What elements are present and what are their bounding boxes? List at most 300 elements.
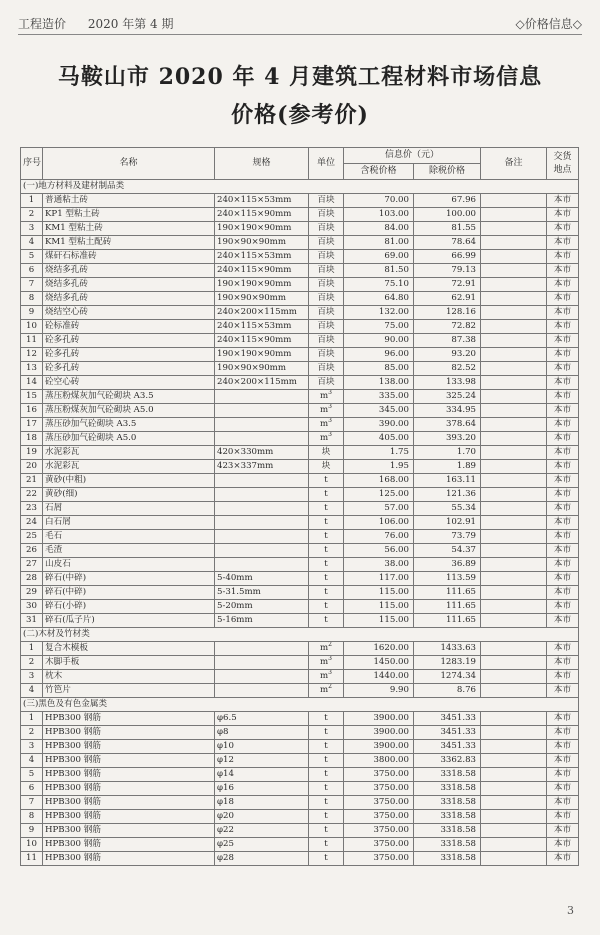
cell-unit	[309, 418, 344, 432]
cell-spec: 190×90×90mm	[215, 236, 309, 250]
table-row	[21, 460, 579, 474]
cell-tax-incl: 3900.00	[344, 740, 414, 754]
cell-spec: φ14	[215, 768, 309, 782]
cell-unit	[309, 740, 344, 754]
cell-remark	[481, 754, 547, 768]
cell-name: 碎石(中碎)	[43, 586, 215, 600]
cell-tax-incl: 106.00	[344, 516, 414, 530]
cell-remark	[481, 236, 547, 250]
cell-no: 6	[21, 264, 43, 278]
cell-unit	[309, 600, 344, 614]
cell-tax-incl: 70.00	[344, 194, 414, 208]
cell-unit	[309, 446, 344, 460]
cell-tax-incl: 1450.00	[344, 656, 414, 670]
cell-tax-incl: 9.90	[344, 684, 414, 698]
unit-text: m	[320, 685, 329, 695]
cell-remark	[481, 362, 547, 376]
unit-text: t	[324, 503, 328, 513]
cell-name: HPB300 钢筋	[43, 754, 215, 768]
cell-no: 1	[21, 642, 43, 656]
cell-tax-incl: 125.00	[344, 488, 414, 502]
cell-tax-incl: 81.00	[344, 236, 414, 250]
col-remark-header: 备注	[481, 148, 547, 180]
table-row	[21, 418, 579, 432]
cell-remark	[481, 292, 547, 306]
cell-unit	[309, 194, 344, 208]
cell-unit	[309, 558, 344, 572]
cell-unit	[309, 824, 344, 838]
table-row	[21, 446, 579, 460]
cell-tax-incl: 3900.00	[344, 726, 414, 740]
cell-remark	[481, 390, 547, 404]
cell-spec: 423×337mm	[215, 460, 309, 474]
col-no-header: 序号	[21, 148, 43, 180]
cell-spec: 240×115×90mm	[215, 264, 309, 278]
cell-spec: φ20	[215, 810, 309, 824]
cell-spec: 240×115×90mm	[215, 208, 309, 222]
cell-tax-excl: 73.79	[414, 530, 481, 544]
table-row	[21, 390, 579, 404]
cell-unit	[309, 306, 344, 320]
cell-tax-excl: 36.89	[414, 558, 481, 572]
cell-spec	[215, 656, 309, 670]
cell-tax-incl: 84.00	[344, 222, 414, 236]
cell-spec	[215, 544, 309, 558]
cell-tax-excl: 3318.58	[414, 810, 481, 824]
cell-remark	[481, 320, 547, 334]
cell-name: 竹笆片	[43, 684, 215, 698]
cell-unit	[309, 684, 344, 698]
cell-unit	[309, 642, 344, 656]
page-title	[0, 58, 600, 134]
cell-name: 复合木模板	[43, 642, 215, 656]
cell-tax-incl: 3800.00	[344, 754, 414, 768]
cell-tax-excl: 113.59	[414, 572, 481, 586]
cell-delivery: 本市	[547, 292, 579, 306]
cell-no: 8	[21, 810, 43, 824]
cell-tax-excl: 163.11	[414, 474, 481, 488]
cell-tax-excl: 1.89	[414, 460, 481, 474]
page-number: 3	[567, 904, 574, 917]
cell-name: HPB300 钢筋	[43, 810, 215, 824]
issue-label: 2020 年第 4 期	[87, 17, 174, 31]
page-header	[18, 12, 582, 35]
cell-remark	[481, 278, 547, 292]
cell-unit	[309, 782, 344, 796]
cell-delivery: 本市	[547, 670, 579, 684]
cell-tax-excl: 54.37	[414, 544, 481, 558]
cell-remark	[481, 824, 547, 838]
cell-name: 蒸压砂加气砼砌块 A5.0	[43, 432, 215, 446]
cell-spec	[215, 670, 309, 684]
cell-spec: 420×330mm	[215, 446, 309, 460]
cell-delivery: 本市	[547, 824, 579, 838]
cell-tax-incl: 3750.00	[344, 782, 414, 796]
cell-spec: 240×115×90mm	[215, 334, 309, 348]
cell-tax-incl: 405.00	[344, 432, 414, 446]
cell-name: 碎石(瓜子片)	[43, 614, 215, 628]
cell-tax-excl: 78.64	[414, 236, 481, 250]
unit-text: 块	[321, 461, 331, 471]
cell-no: 29	[21, 586, 43, 600]
cell-tax-incl: 38.00	[344, 558, 414, 572]
cell-spec: 240×115×53mm	[215, 194, 309, 208]
cell-no: 3	[21, 670, 43, 684]
cell-remark	[481, 530, 547, 544]
cell-remark	[481, 502, 547, 516]
cell-tax-incl: 85.00	[344, 362, 414, 376]
cell-delivery: 本市	[547, 656, 579, 670]
cell-spec	[215, 530, 309, 544]
cell-name: HPB300 钢筋	[43, 838, 215, 852]
unit-text: t	[324, 517, 328, 527]
cell-tax-incl: 75.10	[344, 278, 414, 292]
cell-tax-excl: 8.76	[414, 684, 481, 698]
cell-delivery: 本市	[547, 740, 579, 754]
cell-tax-incl: 69.00	[344, 250, 414, 264]
cell-delivery: 本市	[547, 418, 579, 432]
table-row	[21, 852, 579, 866]
cell-delivery: 本市	[547, 614, 579, 628]
cell-remark	[481, 334, 547, 348]
cell-tax-incl: 1.95	[344, 460, 414, 474]
unit-exponent: 3	[328, 655, 332, 663]
unit-text: t	[324, 713, 328, 723]
table-row	[21, 544, 579, 558]
cell-tax-incl: 3750.00	[344, 810, 414, 824]
col-name-header: 名称	[43, 148, 215, 180]
unit-text: 百块	[317, 321, 335, 331]
cell-unit	[309, 614, 344, 628]
table-row	[21, 838, 579, 852]
cell-tax-excl: 1433.63	[414, 642, 481, 656]
unit-text: m	[320, 643, 329, 653]
unit-text: 百块	[317, 237, 335, 247]
table-row	[21, 614, 579, 628]
table-row	[21, 516, 579, 530]
table-row	[21, 250, 579, 264]
cell-name: HPB300 钢筋	[43, 796, 215, 810]
cell-delivery: 本市	[547, 432, 579, 446]
cell-delivery: 本市	[547, 264, 579, 278]
cell-tax-excl: 3451.33	[414, 712, 481, 726]
cell-unit	[309, 670, 344, 684]
cell-spec	[215, 516, 309, 530]
cell-no: 16	[21, 404, 43, 418]
journal-name: 工程造价	[18, 17, 67, 31]
table-row	[21, 194, 579, 208]
cell-tax-incl: 138.00	[344, 376, 414, 390]
cell-delivery: 本市	[547, 558, 579, 572]
unit-text: 块	[321, 447, 331, 457]
unit-text: t	[324, 825, 328, 835]
cell-remark	[481, 684, 547, 698]
table-row	[21, 348, 579, 362]
unit-text: 百块	[317, 195, 335, 205]
cell-name: HPB300 钢筋	[43, 768, 215, 782]
unit-text: t	[324, 839, 328, 849]
cell-name: 碎石(小碎)	[43, 600, 215, 614]
unit-text: t	[324, 811, 328, 821]
cell-tax-excl: 3451.33	[414, 726, 481, 740]
unit-text: t	[324, 475, 328, 485]
cell-unit	[309, 726, 344, 740]
cell-spec: 190×190×90mm	[215, 348, 309, 362]
unit-text: t	[324, 755, 328, 765]
category-title: (三)黑色及有色金属类	[21, 698, 579, 712]
cell-spec: φ18	[215, 796, 309, 810]
cell-unit	[309, 362, 344, 376]
cell-no: 9	[21, 306, 43, 320]
cell-delivery: 本市	[547, 320, 579, 334]
cell-tax-incl: 390.00	[344, 418, 414, 432]
cell-spec: 190×190×90mm	[215, 278, 309, 292]
unit-text: 百块	[317, 209, 335, 219]
table-row	[21, 754, 579, 768]
cell-tax-incl: 64.80	[344, 292, 414, 306]
cell-no: 6	[21, 782, 43, 796]
cell-tax-excl: 3318.58	[414, 768, 481, 782]
unit-text: t	[324, 545, 328, 555]
cell-spec: φ16	[215, 782, 309, 796]
cell-no: 9	[21, 824, 43, 838]
cell-tax-excl: 3318.58	[414, 796, 481, 810]
unit-text: m	[320, 433, 329, 443]
cell-name: 枕木	[43, 670, 215, 684]
cell-name: HPB300 钢筋	[43, 852, 215, 866]
cell-no: 1	[21, 712, 43, 726]
cell-tax-excl: 3362.83	[414, 754, 481, 768]
col-unit-header: 单位	[309, 148, 344, 180]
cell-name: 水泥彩瓦	[43, 460, 215, 474]
cell-no: 26	[21, 544, 43, 558]
cell-tax-excl: 393.20	[414, 432, 481, 446]
table-row	[21, 712, 579, 726]
cell-no: 5	[21, 250, 43, 264]
cell-no: 4	[21, 236, 43, 250]
cell-delivery: 本市	[547, 194, 579, 208]
cell-remark	[481, 488, 547, 502]
cell-tax-incl: 56.00	[344, 544, 414, 558]
cell-remark	[481, 208, 547, 222]
cell-name: 木脚手板	[43, 656, 215, 670]
category-row	[21, 628, 579, 642]
cell-name: 普通粘土砖	[43, 194, 215, 208]
cell-no: 1	[21, 194, 43, 208]
table-row	[21, 488, 579, 502]
cell-delivery: 本市	[547, 768, 579, 782]
cell-tax-excl: 111.65	[414, 600, 481, 614]
cell-delivery: 本市	[547, 754, 579, 768]
cell-remark	[481, 656, 547, 670]
cell-remark	[481, 796, 547, 810]
cell-no: 30	[21, 600, 43, 614]
header-left	[18, 15, 191, 32]
cell-tax-excl: 111.65	[414, 586, 481, 600]
unit-text: 百块	[317, 363, 335, 373]
cell-no: 24	[21, 516, 43, 530]
cell-no: 15	[21, 390, 43, 404]
cell-delivery: 本市	[547, 306, 579, 320]
cell-remark	[481, 194, 547, 208]
unit-exponent: 2	[328, 641, 332, 649]
cell-unit	[309, 278, 344, 292]
cell-unit	[309, 222, 344, 236]
unit-text: t	[324, 797, 328, 807]
unit-text: 百块	[317, 349, 335, 359]
cell-remark	[481, 474, 547, 488]
cell-tax-excl: 1.70	[414, 446, 481, 460]
cell-no: 7	[21, 796, 43, 810]
cell-tax-excl: 100.00	[414, 208, 481, 222]
unit-text: t	[324, 601, 328, 611]
cell-no: 12	[21, 348, 43, 362]
cell-delivery: 本市	[547, 726, 579, 740]
cell-tax-incl: 168.00	[344, 474, 414, 488]
cell-spec	[215, 642, 309, 656]
table-row	[21, 782, 579, 796]
category-title: (二)木材及竹材类	[21, 628, 579, 642]
cell-tax-excl: 67.96	[414, 194, 481, 208]
unit-text: t	[324, 853, 328, 863]
title-line-1: 马鞍山市 2020 年 4 月建筑工程材料市场信息	[57, 64, 543, 90]
cell-tax-excl: 111.65	[414, 614, 481, 628]
cell-no: 10	[21, 838, 43, 852]
cell-no: 2	[21, 726, 43, 740]
cell-tax-excl: 79.13	[414, 264, 481, 278]
col-price-group-header: 信息价（元）	[344, 148, 481, 164]
unit-text: t	[324, 741, 328, 751]
unit-text: 百块	[317, 279, 335, 289]
cell-remark	[481, 460, 547, 474]
cell-spec: φ6.5	[215, 712, 309, 726]
cell-tax-incl: 75.00	[344, 320, 414, 334]
cell-spec: 190×90×90mm	[215, 362, 309, 376]
cell-unit	[309, 544, 344, 558]
cell-unit	[309, 404, 344, 418]
table-row	[21, 740, 579, 754]
cell-name: 烧结多孔砖	[43, 292, 215, 306]
table-row	[21, 558, 579, 572]
cell-remark	[481, 306, 547, 320]
unit-text: m	[320, 391, 329, 401]
cell-delivery: 本市	[547, 530, 579, 544]
cell-unit	[309, 488, 344, 502]
cell-tax-incl: 76.00	[344, 530, 414, 544]
cell-no: 19	[21, 446, 43, 460]
cell-tax-incl: 3750.00	[344, 838, 414, 852]
cell-no: 10	[21, 320, 43, 334]
table-body	[21, 180, 579, 866]
unit-exponent: 3	[328, 417, 332, 425]
cell-name: KM1 型粘土砖	[43, 222, 215, 236]
cell-tax-excl: 121.36	[414, 488, 481, 502]
cell-spec: φ8	[215, 726, 309, 740]
table-header-row	[21, 148, 579, 164]
cell-name: 碎石(中碎)	[43, 572, 215, 586]
cell-remark	[481, 558, 547, 572]
table-row	[21, 670, 579, 684]
cell-remark	[481, 740, 547, 754]
cell-delivery: 本市	[547, 586, 579, 600]
cell-tax-incl: 3750.00	[344, 768, 414, 782]
cell-no: 22	[21, 488, 43, 502]
unit-exponent: 2	[328, 683, 332, 691]
cell-delivery: 本市	[547, 208, 579, 222]
cell-remark	[481, 614, 547, 628]
cell-no: 20	[21, 460, 43, 474]
cell-tax-excl: 1274.34	[414, 670, 481, 684]
unit-text: m	[320, 671, 329, 681]
cell-no: 17	[21, 418, 43, 432]
delivery-header-line-2: 地点	[553, 164, 572, 175]
cell-remark	[481, 446, 547, 460]
cell-delivery: 本市	[547, 544, 579, 558]
unit-exponent: 3	[328, 403, 332, 411]
cell-no: 27	[21, 558, 43, 572]
table-row	[21, 292, 579, 306]
unit-exponent: 3	[328, 431, 332, 439]
cell-tax-incl: 103.00	[344, 208, 414, 222]
cell-delivery: 本市	[547, 600, 579, 614]
cell-unit	[309, 572, 344, 586]
cell-no: 25	[21, 530, 43, 544]
cell-delivery: 本市	[547, 684, 579, 698]
cell-unit	[309, 236, 344, 250]
cell-remark	[481, 250, 547, 264]
cell-delivery: 本市	[547, 712, 579, 726]
cell-remark	[481, 348, 547, 362]
cell-unit	[309, 586, 344, 600]
cell-spec: φ22	[215, 824, 309, 838]
cell-name: HPB300 钢筋	[43, 712, 215, 726]
table-row	[21, 404, 579, 418]
table-row	[21, 278, 579, 292]
cell-name: 毛石	[43, 530, 215, 544]
cell-name: 蒸压粉煤灰加气砼砌块 A3.5	[43, 390, 215, 404]
cell-spec: 5-40mm	[215, 572, 309, 586]
cell-tax-incl: 1.75	[344, 446, 414, 460]
category-title: (一)地方材料及建材制品类	[21, 180, 579, 194]
cell-unit	[309, 712, 344, 726]
cell-name: 蒸压粉煤灰加气砼砌块 A5.0	[43, 404, 215, 418]
cell-delivery: 本市	[547, 446, 579, 460]
cell-name: 蒸压砂加气砼砌块 A3.5	[43, 418, 215, 432]
cell-tax-excl: 325.24	[414, 390, 481, 404]
cell-name: HPB300 钢筋	[43, 726, 215, 740]
unit-text: m	[320, 657, 329, 667]
cell-remark	[481, 670, 547, 684]
cell-spec	[215, 558, 309, 572]
table-row	[21, 572, 579, 586]
cell-tax-incl: 117.00	[344, 572, 414, 586]
cell-no: 21	[21, 474, 43, 488]
cell-unit	[309, 376, 344, 390]
cell-name: 砼多孔砖	[43, 334, 215, 348]
unit-text: t	[324, 769, 328, 779]
table-row	[21, 320, 579, 334]
cell-delivery: 本市	[547, 502, 579, 516]
col-delivery-header	[547, 148, 579, 180]
cell-delivery: 本市	[547, 348, 579, 362]
cell-no: 5	[21, 768, 43, 782]
cell-unit	[309, 264, 344, 278]
table-row	[21, 502, 579, 516]
cell-tax-incl: 90.00	[344, 334, 414, 348]
cell-tax-incl: 335.00	[344, 390, 414, 404]
cell-tax-incl: 3750.00	[344, 796, 414, 810]
cell-no: 23	[21, 502, 43, 516]
